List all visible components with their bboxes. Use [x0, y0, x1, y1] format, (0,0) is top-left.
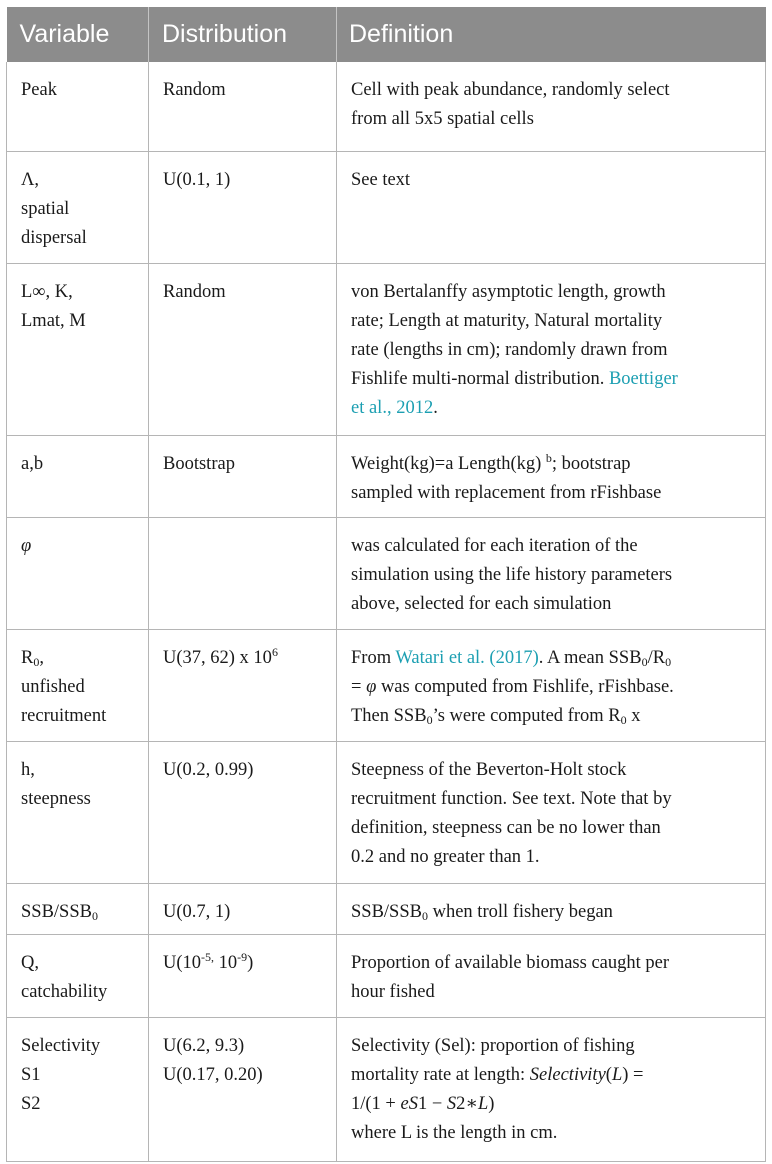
variable-text: a,b: [21, 453, 44, 474]
variable-line: dispersal: [21, 227, 87, 248]
definition-line: recruitment function. See text. Note that by: [351, 788, 672, 809]
table-row-ab: [7, 435, 766, 517]
definition-line: simulation using the life history parameters: [351, 564, 673, 585]
subscript: 0: [33, 654, 40, 669]
table-row-lambda: [7, 151, 766, 263]
definition-text: was computed from Fishlife, rFishbase.: [376, 676, 674, 697]
definition-line: [351, 1061, 757, 1090]
cell-definition: [337, 263, 766, 435]
definition-line: [351, 394, 757, 423]
cell-variable: [7, 741, 149, 883]
table-row-phi: [7, 517, 766, 629]
variable-text: Peak: [21, 80, 57, 100]
definition-line: Selectivity (Sel): proportion of fishing: [351, 1035, 635, 1056]
formula-term: 1 −: [417, 1093, 447, 1114]
variable-line: steepness: [21, 788, 91, 809]
formula-term: (: [605, 1064, 612, 1085]
table-row-selectivity: [7, 1017, 766, 1161]
definition-line: 0.2 and no greater than 1.: [351, 846, 540, 867]
variable-text: SSB/SSB: [21, 901, 92, 922]
phi-symbol: φ: [366, 676, 377, 697]
formula-term: ): [488, 1093, 495, 1114]
cell-variable: [7, 883, 149, 934]
distribution-text: Bootstrap: [163, 453, 235, 474]
table-row-r0: [7, 629, 766, 741]
definition-line: rate (lengths in cm); randomly drawn from: [351, 339, 668, 360]
definition-line: definition, steepness can be no lower than: [351, 817, 661, 838]
cell-distribution: [149, 1017, 337, 1161]
distribution-text: ): [247, 952, 254, 973]
subscript: 0: [421, 908, 428, 923]
superscript: b: [545, 450, 552, 465]
distribution-line: [163, 949, 328, 978]
citation-link-watari[interactable]: Watari et al. (2017): [395, 647, 539, 668]
variable-line: Lmat, M: [21, 310, 86, 331]
cell-definition: [337, 741, 766, 883]
definition-text: . A mean SSB: [538, 647, 642, 668]
subscript: 0: [91, 908, 98, 923]
formula-term: 2∗: [456, 1093, 478, 1114]
variable-line: Selectivity: [21, 1035, 101, 1056]
definition-text: x: [626, 705, 641, 726]
formula-term: ) =: [622, 1064, 644, 1085]
definition-text: .: [433, 397, 438, 418]
variable-line: [21, 898, 140, 927]
cell-definition: [337, 151, 766, 263]
cell-variable: [7, 62, 149, 151]
formula-term: S: [446, 1093, 457, 1114]
distribution-line: [163, 644, 328, 673]
definition-line: [351, 1090, 757, 1119]
distribution-text: U(0.2, 0.99): [163, 759, 254, 780]
cell-distribution: [149, 435, 337, 517]
subscript: 0: [665, 654, 672, 669]
cell-definition: [337, 1017, 766, 1161]
definition-text: ’s were computed from R: [432, 705, 621, 726]
variable-text: φ: [21, 535, 32, 556]
distribution-text: 10: [214, 952, 238, 973]
definition-text: Then SSB: [351, 705, 427, 726]
cell-variable: [7, 934, 149, 1017]
variable-line: unfished: [21, 676, 85, 697]
definition-line: von Bertalanffy asymptotic length, growth: [351, 281, 666, 302]
subscript: 0: [641, 654, 648, 669]
formula-term: Selectivity: [529, 1064, 606, 1085]
distribution-text: Random: [163, 281, 226, 302]
definition-line: rate; Length at maturity, Natural mortality: [351, 310, 663, 331]
table-row-growth: [7, 263, 766, 435]
variable-line: spatial: [21, 198, 70, 219]
distribution-text: U(10: [163, 952, 202, 973]
definition-line: [351, 365, 757, 394]
variable-line: [21, 644, 140, 673]
definition-text: ; bootstrap: [551, 453, 631, 474]
cell-variable: [7, 517, 149, 629]
definition-line: Steepness of the Beverton-Holt stock: [351, 759, 627, 780]
distribution-text: Random: [163, 80, 226, 100]
definition-line: [351, 644, 757, 673]
variable-line: L∞, K,: [21, 281, 73, 302]
table-row-h: [7, 741, 766, 883]
table-header: [7, 7, 766, 62]
cell-definition: [337, 62, 766, 151]
definition-line: where L is the length in cm.: [351, 1122, 558, 1143]
definition-line: [351, 898, 757, 927]
subscript: 0: [426, 712, 433, 727]
definition-line: See text: [351, 169, 411, 190]
superscript: 6: [271, 644, 278, 659]
formula-term: L: [477, 1093, 489, 1114]
definition-text: mortality rate at length:: [351, 1064, 530, 1085]
definition-line: [351, 673, 757, 702]
distribution-text: U(0.7, 1): [163, 901, 231, 922]
distribution-text: U(37, 62) x 10: [163, 647, 272, 668]
parameter-table: [6, 7, 766, 1162]
variable-line: recruitment: [21, 705, 107, 726]
cell-variable: [7, 1017, 149, 1161]
variable-line: Λ,: [21, 169, 40, 190]
definition-line: was calculated for each iteration of the: [351, 535, 638, 556]
definition-line: [351, 702, 757, 731]
superscript: -9: [237, 949, 248, 964]
formula-term: 1/(1 +: [351, 1093, 401, 1114]
definition-line: Cell with peak abundance, randomly select: [351, 80, 670, 100]
table-row-q: [7, 934, 766, 1017]
definition-line: sampled with replacement from rFishbase: [351, 482, 662, 503]
cell-definition: [337, 629, 766, 741]
definition-line: hour fished: [351, 981, 435, 1002]
variable-line: Q,: [21, 952, 39, 973]
header-definition: Definition: [337, 7, 766, 62]
variable-line: S1: [21, 1064, 41, 1085]
header-variable: Variable: [7, 7, 149, 62]
variable-line: h,: [21, 759, 35, 780]
citation-link-boettiger-cont[interactable]: et al., 2012: [351, 397, 434, 418]
cell-definition: [337, 435, 766, 517]
definition-line: [351, 450, 757, 479]
definition-text: when troll fishery began: [427, 901, 613, 922]
cell-variable: [7, 629, 149, 741]
variable-text: R: [21, 647, 34, 668]
cell-distribution: [149, 741, 337, 883]
definition-text: Fishlife multi-normal distribution.: [351, 368, 605, 389]
table-row-peak: [7, 62, 766, 151]
cell-distribution: [149, 151, 337, 263]
definition-line: from all 5x5 spatial cells: [351, 109, 534, 129]
table-row-ssb: [7, 883, 766, 934]
cell-variable: [7, 263, 149, 435]
formula-term: L: [611, 1064, 623, 1085]
definition-text: /R: [647, 647, 666, 668]
header-row: [7, 7, 766, 62]
citation-link-boettiger[interactable]: Boettiger: [608, 368, 678, 389]
cell-definition: [337, 934, 766, 1017]
cell-definition: [337, 883, 766, 934]
cell-distribution: [149, 934, 337, 1017]
distribution-line: U(0.17, 0.20): [163, 1064, 263, 1085]
cell-distribution: [149, 629, 337, 741]
cell-variable: [7, 435, 149, 517]
cell-definition: [337, 517, 766, 629]
definition-text: SSB/SSB: [351, 901, 422, 922]
formula-term: eS: [400, 1093, 418, 1114]
variable-line: catchability: [21, 981, 108, 1002]
distribution-line: U(6.2, 9.3): [163, 1035, 245, 1056]
distribution-text: U(0.1, 1): [163, 169, 231, 190]
cell-distribution: [149, 883, 337, 934]
subscript: 0: [620, 712, 627, 727]
superscript: -5,: [201, 949, 215, 964]
definition-line: Proportion of available biomass caught per: [351, 952, 670, 973]
variable-text: ,: [39, 647, 44, 668]
cell-distribution: [149, 62, 337, 151]
cell-variable: [7, 151, 149, 263]
definition-text: =: [351, 676, 367, 697]
definition-line: above, selected for each simulation: [351, 593, 612, 614]
variable-line: S2: [21, 1093, 41, 1114]
cell-distribution: [149, 517, 337, 629]
cell-distribution: [149, 263, 337, 435]
definition-text: Weight(kg)=a Length(kg): [351, 453, 546, 474]
header-distribution: Distribution: [149, 7, 337, 62]
definition-text: From: [351, 647, 396, 668]
